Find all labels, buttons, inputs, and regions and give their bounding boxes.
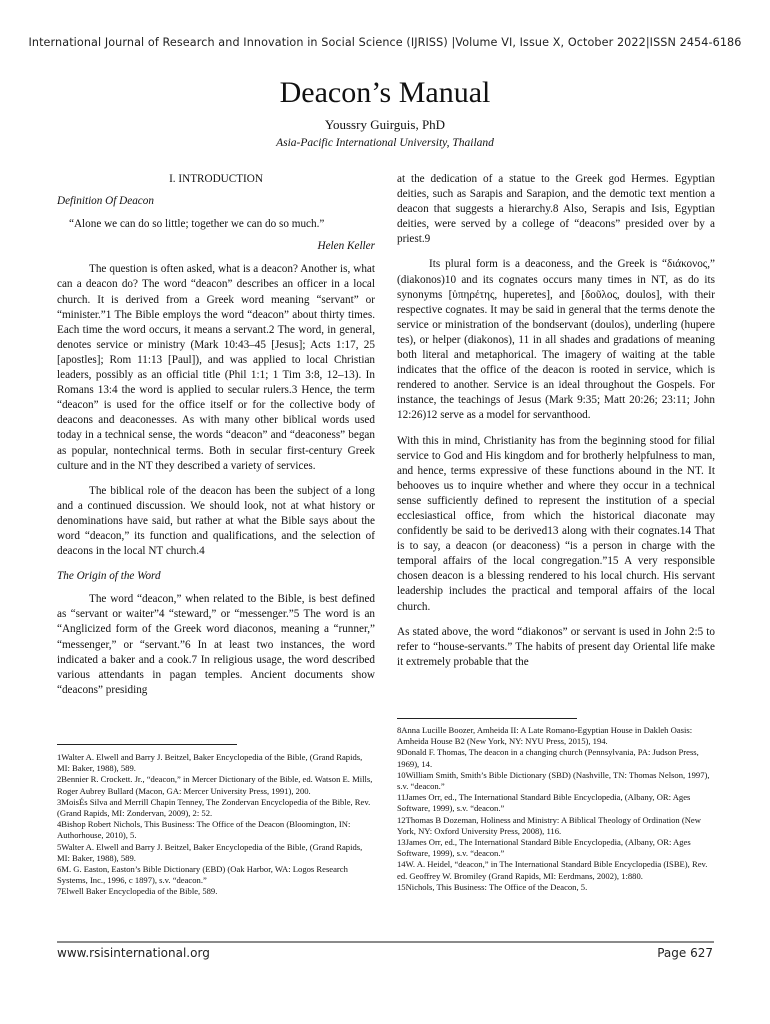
journal-header: International Journal of Research and Innovation in Social Science (IJRISS) |Volume VI, Issue X, October 2022|ISSN 2454-6186 (28, 36, 742, 49)
footnote: 6M. G. Easton, Easton’s Bible Dictionary (EBD) (Oak Harbor, WA: Logos Research Systems, Inc., 1996, c 1897), s.v. “deacon.” (57, 864, 348, 886)
footnotes-right (397, 725, 715, 893)
footnote: 9Donald F. Thomas, The deacon in a changing church (Pennsylvania, PA: Judson Press, 1969), 14. (397, 747, 699, 769)
left-column (57, 172, 375, 708)
footnote: 2Bennier R. Crockett. Jr., “deacon,” in Mercer Dictionary of the Bible, ed. Watson E. Mills, Roger Aubrey Bullard (Macon, GA: Mercer University Press, 1991), 200. (57, 774, 373, 796)
footnote: 1Walter A. Elwell and Barry J. Beitzel, Baker Encyclopedia of the Bible, (Grand Rapids, MI: Baker, 1988), 589. (57, 752, 363, 774)
footnote-rule-left (57, 744, 237, 745)
author-name: Youssry Guirguis, PhD (324, 117, 446, 132)
footnote: 10William Smith, Smith’s Bible Dictionary (SBD) (Nashville, TN: Thomas Nelson, 1997), s.v. “deacon.” (397, 769, 710, 792)
section-heading-introduction: I. INTRODUCTION (169, 173, 263, 185)
footer-rule (57, 941, 714, 943)
quote-attribution: Helen Keller (317, 240, 375, 253)
footnote: 8Anna Lucille Boozer, Amheida II: A Late Romano-Egyptian House in Dakleh Oasis: Amheida House B2 (New York, NY: NYU Press, 2015), 194. (397, 725, 693, 747)
footnote: 14W. A. Heidel, “deacon,” in The International Standard Bible Encyclopedia (ISBE), Rev. ed. Geoffrey W. Bromiley (Grand Rapids, MI: Eerdmans, 2002), 1:880. (397, 859, 708, 881)
body-paragraph: With this in mind, Christianity has from the beginning stood for filial service to God and His kingdom and for brotherly helpfulness to man, and hence, terms expressive of these functions abound in the NT. It behooves us to inquire whether and where they occur in a technical sense sufficiently defined to represent the institution of a special ecclesiastical office, from which the historical diaconate may confidently be said to be derived13 along with their cognates.14 That is to say, a deacon (or deaconess) “is a person in charge with the temporal affairs of the local congregation.”15 A very responsible chosen deacon is a blessing rendered to his local church. His servant leadership includes the practical and temporal affairs of the local church. (397, 434, 715, 613)
epigraph-quote: “Alone we can do so little; together we can do so much.” (69, 218, 325, 231)
body-paragraph: The biblical role of the deacon has been the subject of a long and a continued discussion. We should look, not at what history or denominations have said, but rather at what the Bible says about the word “deacon,” its function and qualifications, and the selection of deacons in the local NT church.4 (57, 484, 375, 558)
subheading-origin: The Origin of the Word (57, 570, 161, 583)
footnote: 12Thomas B Dozeman, Holiness and Ministry: A Biblical Theology of Ordination (New York, NY: Oxford University Press, 2008), 116. (397, 814, 701, 836)
footnote: 11James Orr, ed., The International Standard Bible Encyclopedia, (Albany, OR: Ages Software, 1999), s.v. “deacon.” (397, 792, 691, 814)
footnote: 3MoisÉs Silva and Merrill Chapin Tenney, The Zondervan Encyclopedia of the Bible, Rev. (Grand Rapids, MI: Zondervan, 2009), 2: 52. (57, 796, 371, 819)
footer-website: www.rsisinternational.org (57, 946, 210, 960)
footnote-rule-right (397, 718, 577, 719)
subheading-definition: Definition Of Deacon (57, 195, 154, 208)
footnote: 7Elwell Baker Encyclopedia of the Bible, 589. (57, 886, 218, 897)
footnote: 5Walter A. Elwell and Barry J. Beitzel, Baker Encyclopedia of the Bible, (Grand Rapids, MI: Baker, 1988), 589. (57, 841, 363, 863)
body-paragraph: The word “deacon,” when related to the Bible, is best defined as “servant or waiter”4 “steward,” or “messenger.”5 The word is an “Anglicized form of the Greek word diaconos, meaning a “runner,” “messenger,” or “servant.”6 In at least two instances, the word indicated a baker and a cook.7 In religious usage, the word described various attendants in pagan temples. Ancient documents show “deacons” presiding (57, 593, 375, 696)
body-paragraph: As stated above, the word “diakonos” or servant is used in John 2:5 to refer to “house-servants.” The habits of present day Oriental life make it extremely probable that the (397, 625, 715, 668)
footnote: 4Bishop Robert Nichols, This Business: The Office of the Deacon (Bloomington, IN: Authorhouse, 2010), 5. (57, 819, 351, 841)
author-affiliation: Asia-Pacific International University, Thailand (276, 137, 494, 149)
right-column (397, 172, 715, 680)
body-paragraph: The question is often asked, what is a deacon? Another is, what can a deacon do? The word “deacon” describes an officer in a local church. It is derived from a Greek word meaning “servant” or “minister.”1 The Bible employs the word “deacon” about thirty times. Each time the word occurs, it means a servant.2 The word, in general, denotes service or ministry (Mark 10:43–45 [Jesus]; Acts 1:17, 25 [apostles]; Rom 11:13 [Paul]), and was applied to local Christian leaders, possibly as an official title (Phil 1:1; 1 Tim 3:8, 12–13). In Romans 13:4 the word is applied to secular rulers.3 Hence, the term “deacon” is used for the office itself or for the collective body of deacons and deaconesses. As with many other biblical words used today in a technical sense, the words “deacon” and “deaconess” began as popular, nontechnical terms. Both in secular first-century Greek culture and in the NT they described a variety of services. (57, 263, 375, 472)
body-paragraph: Its plural form is a deaconess, and the Greek is “διάκονος,” (diakonos)10 and its cognates occurs many times in NT, as do its synonyms [ὑπηρέτης, huperetes], and [δοῦλος, doulos], with their respective cognates. It may be said in general that the terms denote the service or ministration of the bondservant (doulos), underling (hupere tes), or helper (diakonos), 11 in all shades and gradations of meaning both literal and metaphorical. The imagery of waiting at the table indicates that the office of the deacon is rooted in service, which is rendered to another. Service is an ideal throughout the Gospels. For instance, the teachings of Jesus (Mark 9:35; Matt 20:26; 23:11; John 12:26)12 serve as a model for servanthood. (397, 258, 715, 422)
footnote: 13James Orr, ed., The International Standard Bible Encyclopedia, (Albany, OR: Ages Software, 1999), s.v. “deacon.” (397, 837, 691, 859)
paper-title: Deacon’s Manual (279, 76, 491, 109)
footnote: 15Nichols, This Business: The Office of the Deacon, 5. (397, 881, 588, 892)
footer-page-number: Page 627 (657, 946, 713, 960)
body-paragraph: at the dedication of a statue to the Greek god Hermes. Egyptian deities, such as Sarapis and Sarapion, and the demotic text mention a deacon that suggests a hierarchy.8 Also, Serapis and Isis, Egyptian deities, were served by a college of “deacons” presided over by a priest.9 (397, 173, 715, 246)
footnotes-left (57, 752, 375, 898)
